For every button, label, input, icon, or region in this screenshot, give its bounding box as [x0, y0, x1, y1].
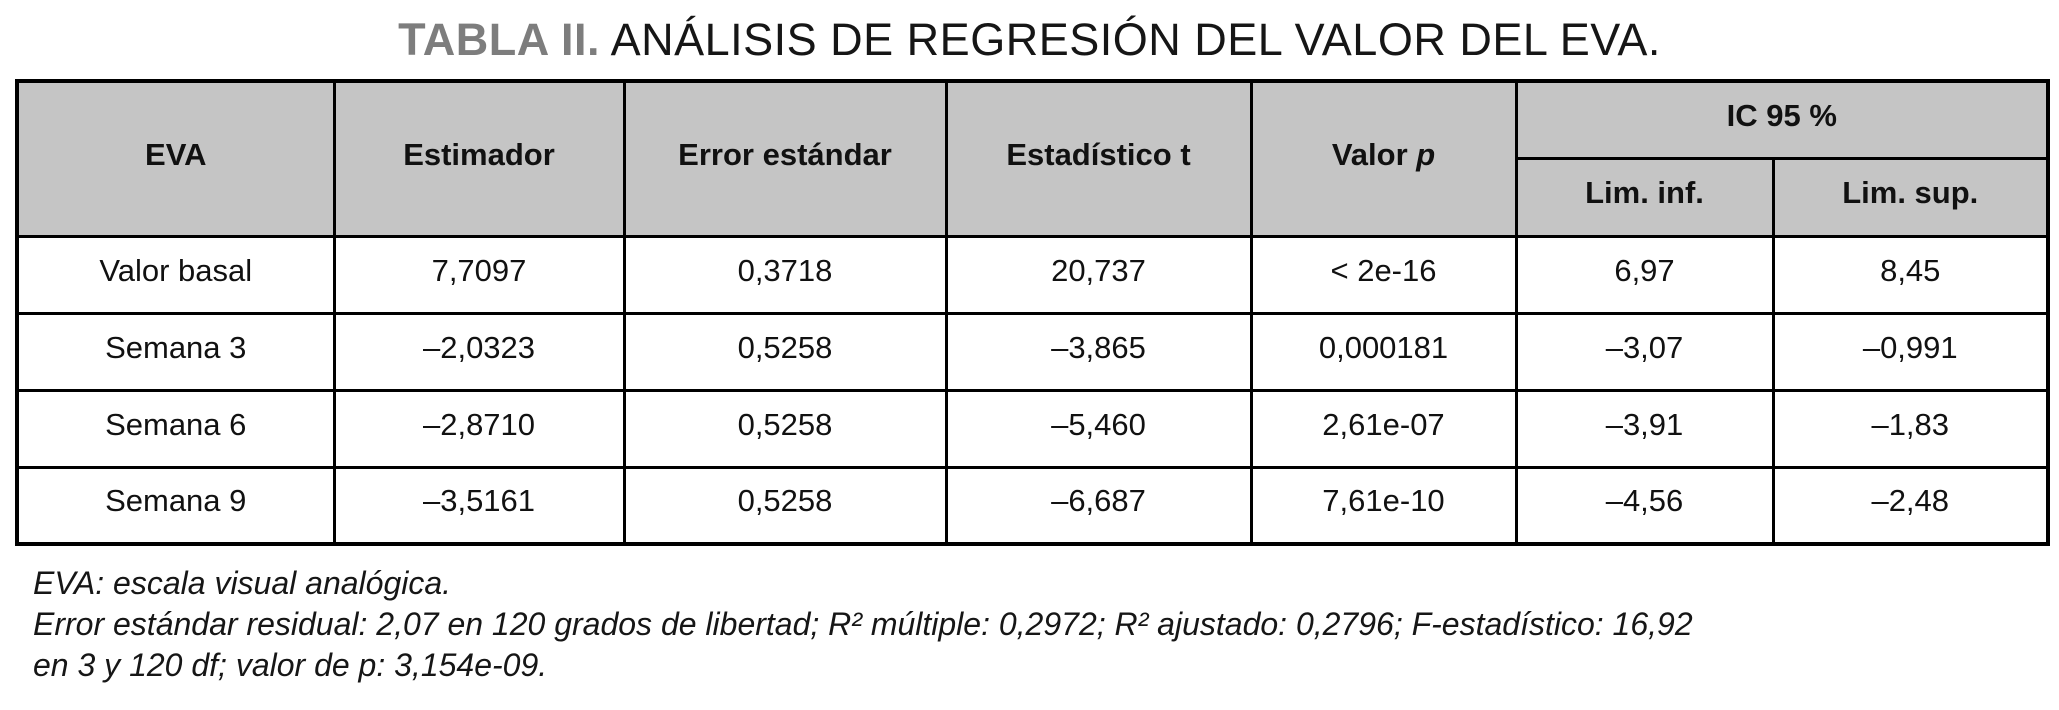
- table-body: [17, 236, 2048, 544]
- header-row-top: [17, 81, 2048, 158]
- table-title-label: TABLA II.: [398, 14, 601, 65]
- cell-error-estandar: 0,5258: [624, 390, 946, 467]
- cell-lim-inf: –4,56: [1516, 467, 1773, 544]
- cell-lim-sup: –2,48: [1773, 467, 2048, 544]
- table-row-semana-9: [17, 467, 2048, 544]
- col-header-error-estandar: Error estándar: [624, 81, 946, 236]
- cell-eva: Semana 6: [17, 390, 334, 467]
- cell-lim-sup: –1,83: [1773, 390, 2048, 467]
- cell-lim-inf: –3,91: [1516, 390, 1773, 467]
- table-row-semana-3: [17, 313, 2048, 390]
- cell-valor-p: 2,61e-07: [1251, 390, 1516, 467]
- footnote-line-2: Error estándar residual: 2,07 en 120 grados de libertad; R² múltiple: 0,2972; R² ajustado: 0,2796; F-estadístico: 16,92: [33, 606, 1693, 642]
- cell-lim-sup: –0,991: [1773, 313, 2048, 390]
- regression-table: [15, 79, 2050, 546]
- cell-eva: Valor basal: [17, 236, 334, 313]
- cell-estimador: –2,0323: [334, 313, 624, 390]
- cell-eva: Semana 3: [17, 313, 334, 390]
- cell-estadistico-t: –5,460: [946, 390, 1251, 467]
- cell-valor-p: 7,61e-10: [1251, 467, 1516, 544]
- col-header-lim-inf: Lim. inf.: [1516, 158, 1773, 236]
- valor-p-prefix: Valor: [1331, 136, 1417, 172]
- footnote-line-3: en 3 y 120 df; valor de p: 3,154e-09.: [33, 647, 548, 683]
- col-header-valor-p: [1251, 81, 1516, 236]
- cell-error-estandar: 0,5258: [624, 313, 946, 390]
- table-row-valor-basal: [17, 236, 2048, 313]
- cell-valor-p: < 2e-16: [1251, 236, 1516, 313]
- footnotes: [33, 563, 2059, 686]
- col-header-eva: EVA: [17, 81, 334, 236]
- col-header-estadistico-t: Estadístico t: [946, 81, 1251, 236]
- cell-lim-inf: –3,07: [1516, 313, 1773, 390]
- cell-lim-inf: 6,97: [1516, 236, 1773, 313]
- cell-eva: Semana 9: [17, 467, 334, 544]
- table-title-text: ANÁLISIS DE REGRESIÓN DEL VALOR DEL EVA.: [600, 14, 1661, 65]
- col-header-lim-sup: Lim. sup.: [1773, 158, 2048, 236]
- col-header-ic95: IC 95 %: [1516, 81, 2048, 158]
- table-header: [17, 81, 2048, 236]
- cell-lim-sup: 8,45: [1773, 236, 2048, 313]
- table-row-semana-6: [17, 390, 2048, 467]
- cell-estimador: 7,7097: [334, 236, 624, 313]
- cell-error-estandar: 0,5258: [624, 467, 946, 544]
- col-header-estimador: Estimador: [334, 81, 624, 236]
- cell-estimador: –2,8710: [334, 390, 624, 467]
- table-title: [0, 14, 2059, 66]
- cell-error-estandar: 0,3718: [624, 236, 946, 313]
- cell-valor-p: 0,000181: [1251, 313, 1516, 390]
- valor-p-symbol: p: [1416, 136, 1436, 172]
- cell-estimador: –3,5161: [334, 467, 624, 544]
- cell-estadistico-t: –6,687: [946, 467, 1251, 544]
- cell-estadistico-t: –3,865: [946, 313, 1251, 390]
- cell-estadistico-t: 20,737: [946, 236, 1251, 313]
- footnote-line-1: EVA: escala visual analógica.: [33, 565, 452, 601]
- page: [0, 14, 2059, 710]
